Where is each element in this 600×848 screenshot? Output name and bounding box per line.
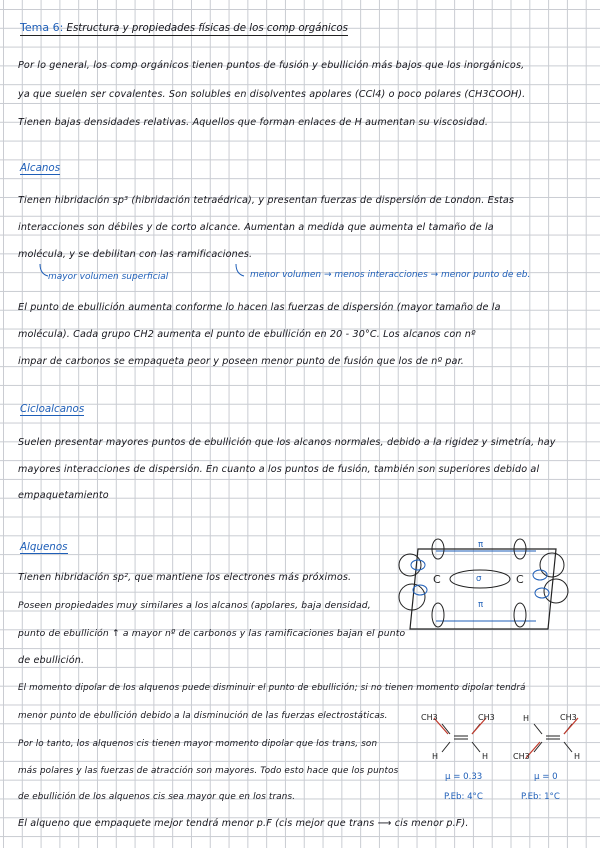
alcanos-line: impar de carbonos se empaqueta peor y poseen menor punto de fusión que los de nº par. — [18, 356, 464, 367]
alcanos-line: El punto de ebullición aumenta conforme lo hacen las fuerzas de dispersión (mayor tamaño de la — [18, 302, 501, 313]
section-heading-cicloalcanos: Cicloalcanos — [20, 403, 85, 415]
cis-boiling-point: P.Eb: 4°C — [444, 792, 483, 802]
cis-h-right: H — [482, 752, 489, 761]
cicloalcanos-line: empaquetamiento — [18, 490, 109, 501]
label-carbon: C — [433, 573, 441, 586]
cicloalcanos-line: Suelen presentar mayores puntos de ebullición que los alcanos normales, debido a la rigidez y simetría, hay — [18, 437, 556, 448]
alquenos-line: El momento dipolar de los alquenos puede disminuir el punto de ebullición; si no tienen momento dipolar tendrá — [18, 683, 526, 693]
section-heading-alcanos: Alcanos — [20, 162, 61, 174]
alquenos-line: punto de ebullición ↑ a mayor nº de carbonos y las ramificaciones bajan el punto — [18, 628, 406, 639]
alquenos-line: más polares y las fuerzas de atracción son mayores. Todo esto hace que los puntos — [18, 766, 399, 776]
pi-bond-orbital-diagram — [392, 535, 582, 645]
trans-ch3-top: CH3 — [560, 713, 577, 722]
alcanos-line: interacciones son débiles y de corto alcance. Aumentan a medida que aumenta el tamaño de la — [18, 222, 494, 233]
note-menor-volumen: menor volumen → menos interacciones → menor punto de eb. — [250, 270, 531, 280]
trans-boiling-point: P.Eb: 1°C — [521, 792, 560, 802]
page-title — [20, 21, 348, 36]
cis-ch3-right: CH3 — [478, 713, 495, 722]
trans-h-top: H — [523, 714, 530, 723]
alcanos-line: molécula, y se debilitan con las ramificaciones. — [18, 249, 253, 260]
label-pi-bottom: π — [478, 600, 484, 610]
trans-ch3-bottom: CH3 — [513, 752, 530, 761]
trans-dipole-moment: μ = 0 — [534, 772, 558, 782]
cis-dipole-moment: μ = 0.33 — [445, 772, 483, 782]
alquenos-line: Por lo tanto, los alquenos cis tienen mayor momento dipolar que los trans, son — [18, 739, 378, 749]
intro-line: Tienen bajas densidades relativas. Aquellos que forman enlaces de H aumentan su viscosidad. — [18, 117, 489, 128]
label-carbon: C — [516, 573, 524, 586]
note-mayor-volumen: mayor volumen superficial — [48, 272, 169, 282]
cicloalcanos-line: mayores interacciones de dispersión. En cuanto a los puntos de fusión, también son superiores debido al — [18, 464, 540, 475]
alquenos-line: Poseen propiedades muy similares a los alcanos (apolares, baja densidad, — [18, 600, 371, 611]
alcanos-line: Tienen hibridación sp³ (hibridación tetraédrica), y presentan fuerzas de dispersión de London. Estas — [18, 195, 515, 206]
label-pi-top: π — [478, 540, 484, 550]
alcanos-line: molécula). Cada grupo CH2 aumenta el punto de ebullición en 20 - 30°C. Los alcanos con nº — [18, 329, 476, 340]
section-heading-alquenos: Alquenos — [20, 541, 68, 553]
alquenos-line: de ebullición. — [18, 655, 85, 666]
cis-ch3-left: CH3 — [421, 713, 438, 722]
title-text: Estructura y propiedades físicas de los comp orgánicos — [66, 23, 348, 34]
label-sigma: σ — [476, 574, 482, 584]
alquenos-line: El alqueno que empaquete mejor tendrá menor p.F (cis mejor que trans ⟶ cis menor p.F). — [18, 818, 469, 829]
cis-h-left: H — [432, 752, 439, 761]
title-tema: Tema 6: — [20, 21, 64, 34]
trans-h-bottom: H — [574, 752, 581, 761]
alquenos-line: de ebullición de los alquenos cis sea mayor que en los trans. — [18, 792, 296, 802]
intro-line: ya que suelen ser covalentes. Son solubles en disolventes apolares (CCl4) o poco polares (CH3COOH). — [18, 89, 526, 100]
alquenos-line: menor punto de ebullición debido a la disminución de las fuerzas electrostáticas. — [18, 711, 388, 721]
alquenos-line: Tienen hibridación sp², que mantiene los electrones más próximos. — [18, 572, 352, 583]
intro-line: Por lo general, los comp orgánicos tienen puntos de fusión y ebullición más bajos que los inorgánicos, — [18, 60, 525, 71]
